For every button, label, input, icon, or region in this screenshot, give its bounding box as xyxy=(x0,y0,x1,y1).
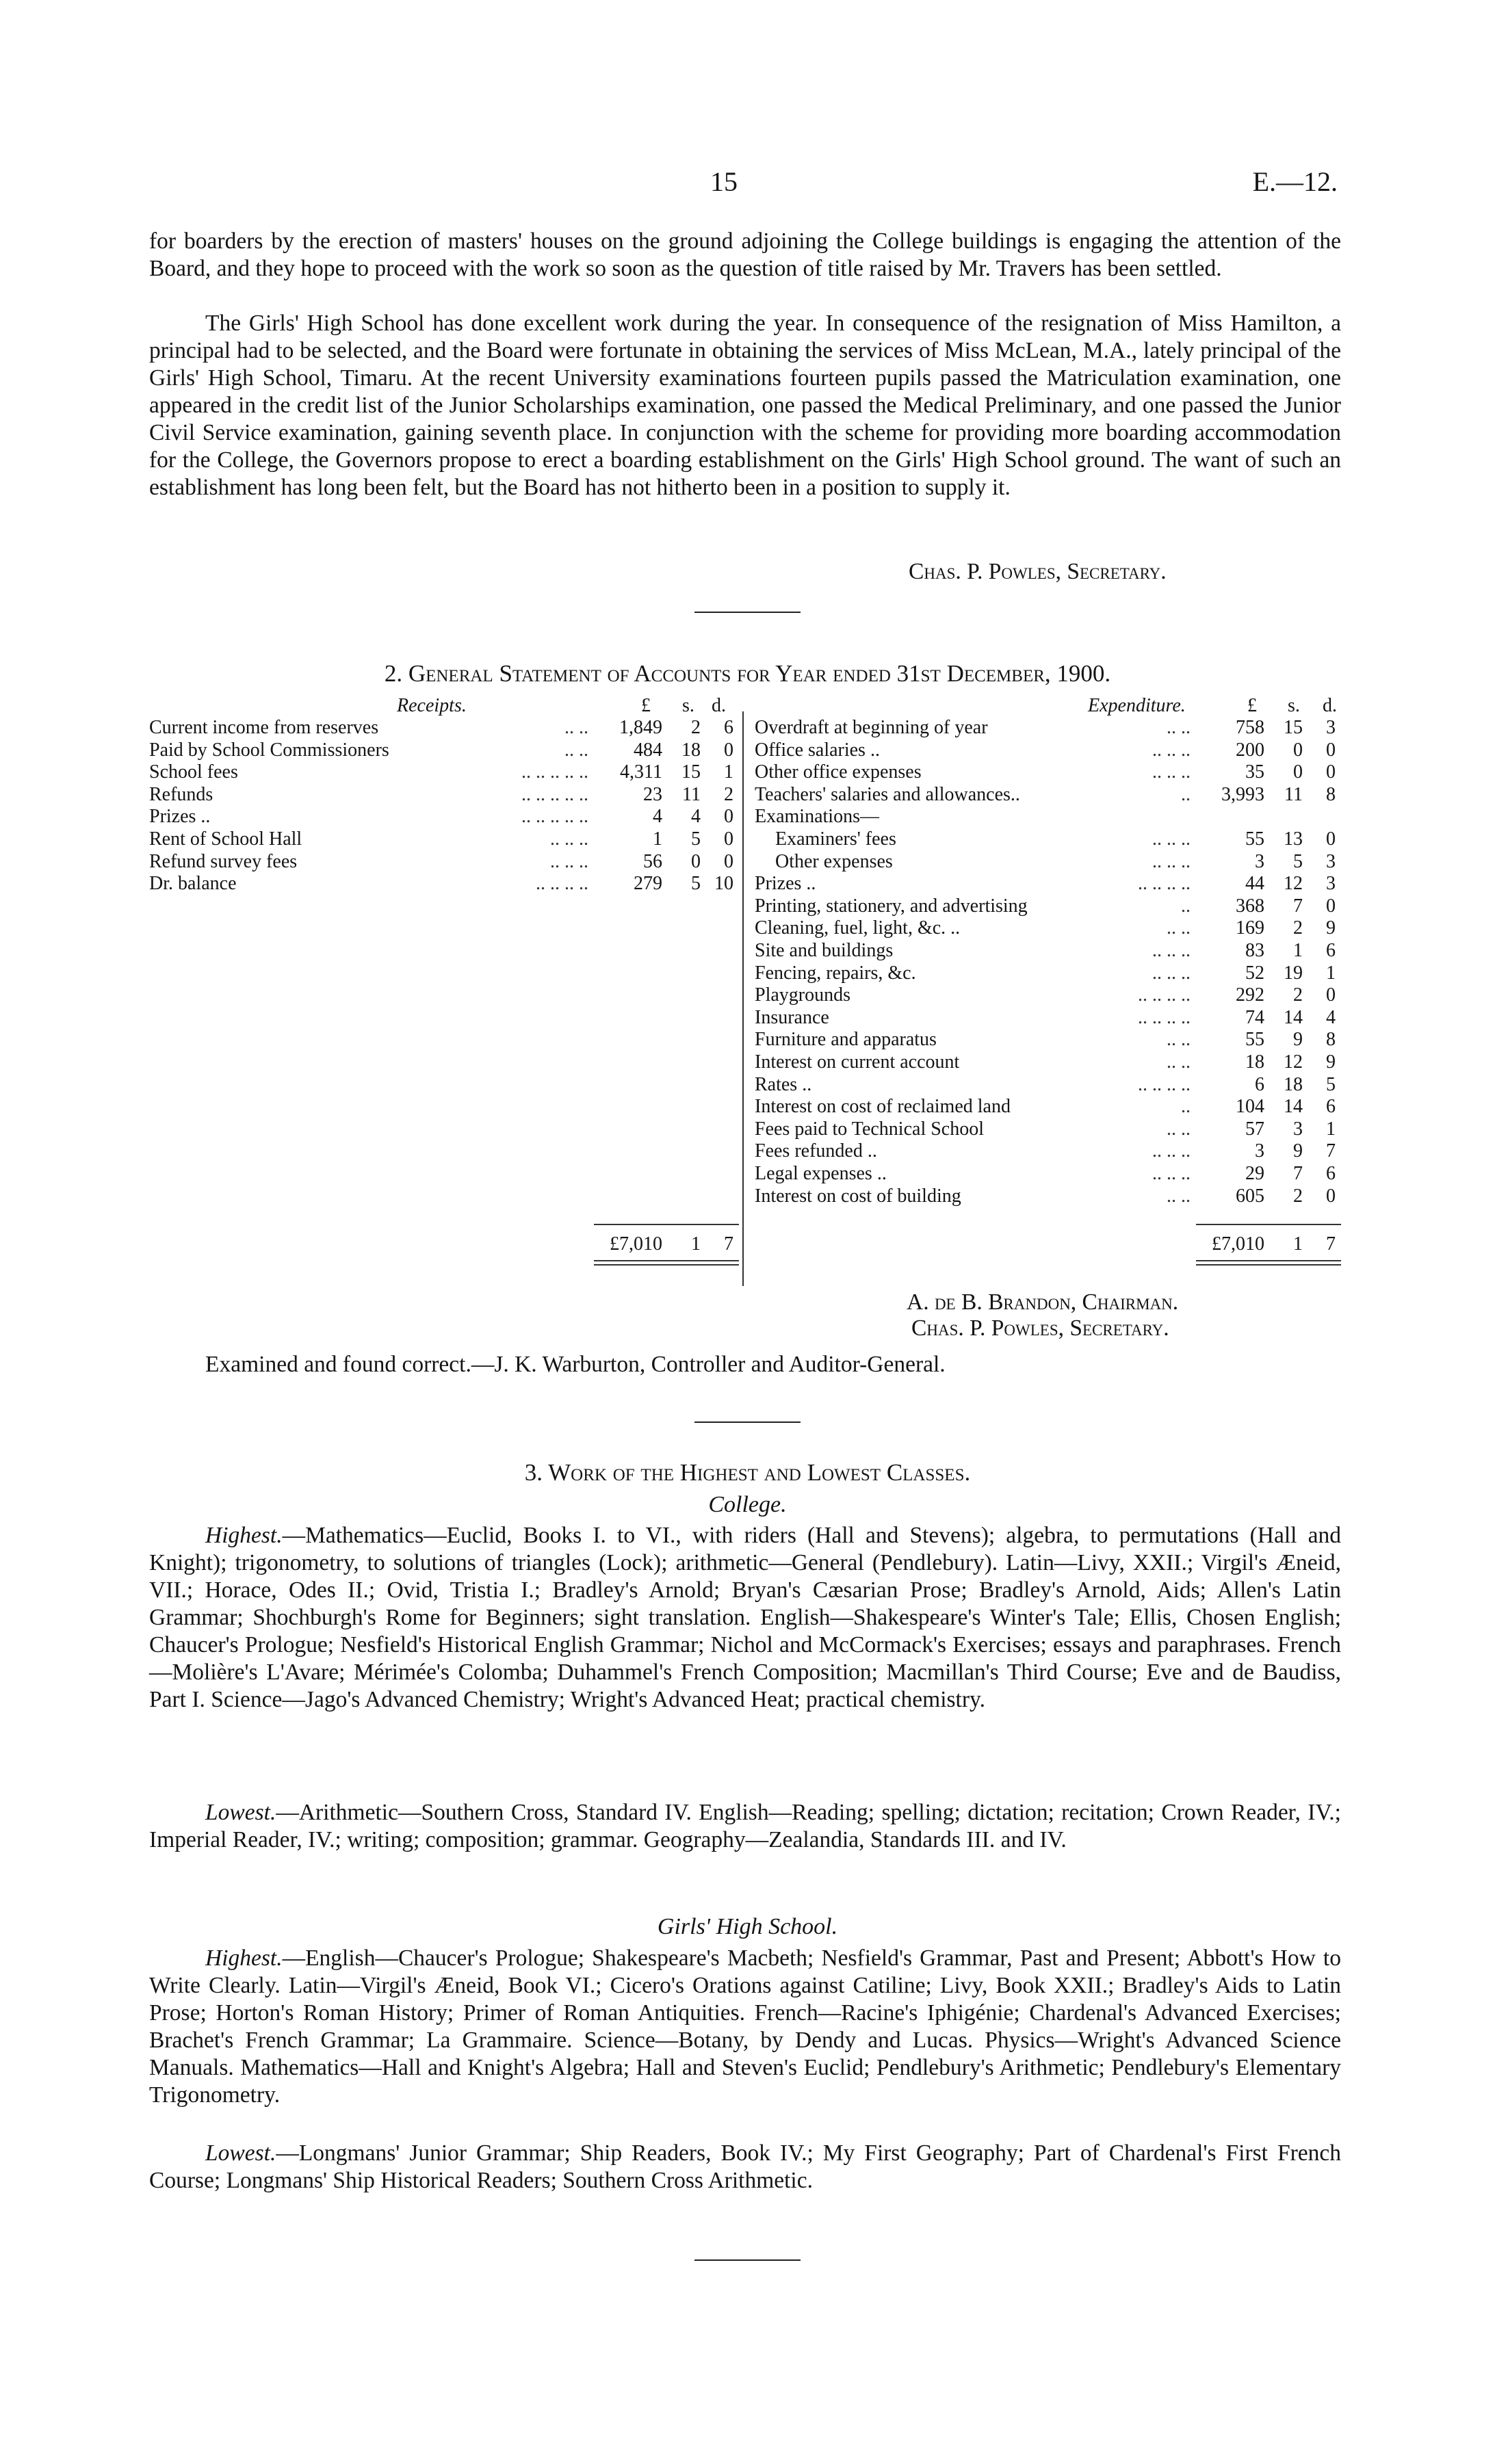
college-lowest-text: —Arithmetic—Southern Cross, Standard IV. English—Reading; spelling; dictation; recitation; Crown Reader, IV.; Imperial Reader, IV.; writing; composition; grammar. Geography—Zealandia, Standards III. and IV. xyxy=(149,1800,1341,1852)
expenditure-row xyxy=(755,1051,1341,1073)
receipt-label: Prizes .. xyxy=(149,806,211,828)
receipt-row xyxy=(149,851,739,873)
receipts-total-pence: 7 xyxy=(724,1233,733,1255)
expenditure-label: Interest on current account xyxy=(755,1051,960,1073)
receipts-shilling-header: s. xyxy=(682,695,694,716)
expenditure-label: Fees paid to Technical School xyxy=(755,1118,985,1140)
receipt-leader-dots: .. .. .. .. .. xyxy=(521,806,588,828)
receipt-row xyxy=(149,806,739,828)
expenditure-leader-dots: .. .. .. xyxy=(1152,739,1191,761)
expenditure-leader-dots: .. .. .. xyxy=(1152,828,1191,850)
receipt-leader-dots: .. .. xyxy=(564,739,588,761)
expenditure-row xyxy=(755,784,1341,806)
expenditure-pence: 1 xyxy=(1326,1118,1336,1140)
expenditure-leader-dots: .. xyxy=(1181,783,1191,805)
expenditure-leader-dots: .. .. .. .. xyxy=(1138,1006,1191,1028)
girls-lowest-text: —Longmans' Junior Grammar; Ship Readers, Book IV.; My First Geography; Part of Chardenal's First French Course; Longmans' Ship Historical Readers; Southern Cross Arithmetic. xyxy=(149,2140,1341,2193)
expenditure-label: Interest on cost of reclaimed land xyxy=(755,1096,1011,1118)
expenditure-pounds: 44 xyxy=(1245,873,1264,895)
receipt-pence: 10 xyxy=(714,873,733,895)
expenditure-leader-dots: .. .. xyxy=(1167,1118,1191,1140)
expenditure-pence: 9 xyxy=(1326,1051,1336,1073)
expenditure-pounds: 29 xyxy=(1245,1163,1264,1184)
expenditure-pounds: 605 xyxy=(1236,1185,1264,1207)
expenditure-pence-header: d. xyxy=(1323,695,1337,716)
expenditure-row xyxy=(755,1007,1341,1029)
expenditure-row xyxy=(755,1185,1341,1207)
expenditure-pounds: 52 xyxy=(1245,962,1264,984)
expenditure-pounds: 169 xyxy=(1236,917,1264,939)
receipt-row xyxy=(149,828,739,850)
expenditure-pounds: 18 xyxy=(1245,1051,1264,1073)
receipt-pounds: 4 xyxy=(653,806,662,828)
expenditure-row xyxy=(755,806,1341,828)
expenditure-label: Playgrounds xyxy=(755,984,850,1006)
accounts-title: 2. General Statement of Accounts for Year ended 31st December, 1900. xyxy=(384,660,1111,687)
expenditure-row xyxy=(755,1140,1341,1162)
expenditure-pounds: 368 xyxy=(1236,895,1264,917)
expenditure-total xyxy=(1191,1233,1341,1255)
expenditure-shillings: 2 xyxy=(1293,984,1303,1006)
college-highest-label: Highest. xyxy=(205,1523,283,1548)
expenditure-shillings: 7 xyxy=(1293,895,1303,917)
receipt-leader-dots: .. .. .. .. .. xyxy=(521,783,588,805)
expenditure-pence: 0 xyxy=(1326,895,1336,917)
receipt-pounds: 1,849 xyxy=(619,717,662,738)
college-highest-paragraph xyxy=(149,1522,1341,1714)
expenditure-leader-dots: .. .. xyxy=(1167,1185,1191,1207)
expenditure-pound-header: £ xyxy=(1247,695,1257,716)
expenditure-pounds: 74 xyxy=(1245,1006,1264,1028)
expenditure-pounds: 200 xyxy=(1236,739,1264,761)
audit-statement: Examined and found correct.—J. K. Warburton, Controller and Auditor-General. xyxy=(205,1352,946,1377)
receipt-label: Refunds xyxy=(149,783,213,805)
expenditure-pence: 3 xyxy=(1326,850,1336,872)
expenditure-row xyxy=(755,873,1341,895)
receipts-total-shillings: 1 xyxy=(691,1233,701,1255)
expenditure-leader-dots: .. .. .. xyxy=(1152,940,1191,961)
receipt-label: Dr. balance xyxy=(149,873,237,895)
expenditure-pence: 7 xyxy=(1326,1140,1336,1162)
college-highest-text: —Mathematics—Euclid, Books I. to VI., with riders (Hall and Stevens); algebra, to permutations (Hall and Knight); trigonometry, to solutions of triangles (Lock); arithmetic—General (Pendlebury). Latin—Livy, XXII.; Virgil's Æneid, VII.; Horace, Odes II.; Ovid, Tristia I.; Bradley's Arnold; Bryan's Cæsarian Prose; Bradley's Arnold, Aids; Allen's Latin Grammar; Shochburgh's Rome for Beginners; sight translation. English—Shakespeare's Winter's Tale; Ellis, Chosen English; Chaucer's Prologue; Nesfield's Historical English Grammar; Nichol and McCormack's Exercises; essays and paraphrases. French—Molière's L'Avare; Mérimée's Colomba; Duhammel's French Composition; Macmillan's Third Course; Eve and de Baudiss, Part I. Science—Jago's Advanced Chemistry; Wright's Advanced Heat; practical chemistry. xyxy=(149,1523,1341,1712)
expenditure-shilling-header: s. xyxy=(1288,695,1300,716)
receipt-leader-dots: .. .. .. xyxy=(550,828,588,850)
document-reference: E.—12. xyxy=(1252,166,1338,197)
expenditure-row xyxy=(755,1118,1341,1140)
receipt-shillings: 18 xyxy=(681,739,701,761)
expenditure-label: Other expenses xyxy=(775,850,893,872)
expenditure-row xyxy=(755,895,1341,917)
girls-highest-paragraph xyxy=(149,1945,1341,2109)
college-lowest-paragraph xyxy=(149,1799,1341,1854)
expenditure-pounds: 83 xyxy=(1245,940,1264,961)
expenditure-label: Prizes .. xyxy=(755,873,816,895)
expenditure-pence: 9 xyxy=(1326,917,1336,939)
receipt-row xyxy=(149,784,739,806)
expenditure-shillings: 9 xyxy=(1293,1140,1303,1162)
expenditure-pounds: 3 xyxy=(1255,850,1264,872)
expenditure-pence: 0 xyxy=(1326,761,1336,783)
receipt-pence: 0 xyxy=(724,806,733,828)
expenditure-total-rule xyxy=(1196,1224,1341,1225)
receipt-label: Rent of School Hall xyxy=(149,828,302,850)
expenditure-label: Site and buildings xyxy=(755,940,894,961)
expenditure-pence: 0 xyxy=(1326,828,1336,850)
column-divider xyxy=(742,711,744,1286)
receipts-total-pounds: £7,010 xyxy=(610,1233,662,1255)
expenditure-pence: 5 xyxy=(1326,1073,1336,1095)
expenditure-label: Fencing, repairs, &c. xyxy=(755,962,916,984)
expenditure-pence: 8 xyxy=(1326,1029,1336,1051)
expenditure-label: Examiners' fees xyxy=(775,828,896,850)
expenditure-leader-dots: .. .. xyxy=(1167,717,1191,738)
receipt-leader-dots: .. .. .. .. xyxy=(536,873,588,895)
expenditure-row xyxy=(755,828,1341,850)
receipt-pence: 0 xyxy=(724,828,733,850)
expenditure-row xyxy=(755,940,1341,962)
expenditure-label: Furniture and apparatus xyxy=(755,1029,937,1051)
receipt-shillings: 0 xyxy=(691,850,701,872)
page-number: 15 xyxy=(710,166,738,197)
expenditure-pounds: 292 xyxy=(1236,984,1264,1006)
expenditure-shillings: 19 xyxy=(1284,962,1303,984)
expenditure-shillings: 7 xyxy=(1293,1163,1303,1184)
expenditure-shillings: 14 xyxy=(1284,1006,1303,1028)
receipts-pence-header: d. xyxy=(712,695,726,716)
expenditure-row xyxy=(755,851,1341,873)
expenditure-pence: 6 xyxy=(1326,1163,1336,1184)
secretary-signature: Chas. P. Powles, Secretary. xyxy=(911,1315,1169,1341)
intro-paragraph-2: The Girls' High School has done excellent work during the year. In consequence of the resignation of Miss Hamilton, a principal had to be selected, and the Board were fortunate in obtaining the services of Miss McLean, M.A., lately principal of the Girls' High School, Timaru. At the recent University examinations fourteen pupils passed the Matriculation examination, one appeared in the credit list of the Junior Scholarships examination, one passed the Medical Preliminary, and one passed the Junior Civil Service examination, gaining seventh place. In conjunction with the scheme for providing more boarding accommodation for the College, the Governors propose to erect a boarding establishment on the Girls' High School ground. The want of such an establishment has long been felt, but the Board has not hitherto been in a position to supply it. xyxy=(149,311,1341,500)
expenditure-row xyxy=(755,739,1341,761)
expenditure-label: Interest on cost of building xyxy=(755,1185,961,1207)
receipt-leader-dots: .. .. .. xyxy=(550,850,588,872)
receipt-row xyxy=(149,761,739,783)
receipt-pence: 2 xyxy=(724,783,733,805)
receipt-row xyxy=(149,739,739,761)
receipts-total xyxy=(588,1233,739,1255)
intro-signature: Chas. P. Powles, Secretary. xyxy=(909,559,1167,584)
chairman-signature: A. de B. Brandon, Chairman. xyxy=(907,1289,1179,1315)
receipt-shillings: 2 xyxy=(691,717,701,738)
expenditure-label: Examinations— xyxy=(755,806,879,828)
girls-lowest-label: Lowest. xyxy=(205,2140,276,2166)
expenditure-leader-dots: .. .. .. xyxy=(1152,761,1191,783)
expenditure-shillings: 3 xyxy=(1293,1118,1303,1140)
receipt-pounds: 484 xyxy=(634,739,662,761)
expenditure-pence: 3 xyxy=(1326,717,1336,738)
expenditure-shillings: 0 xyxy=(1293,761,1303,783)
expenditure-row xyxy=(755,1096,1341,1118)
expenditure-pence: 3 xyxy=(1326,873,1336,895)
receipt-pounds: 56 xyxy=(643,850,662,872)
expenditure-pence: 1 xyxy=(1326,962,1336,984)
receipt-shillings: 5 xyxy=(691,828,701,850)
expenditure-label: Rates .. xyxy=(755,1073,812,1095)
expenditure-double-rule xyxy=(1196,1260,1341,1266)
receipt-pounds: 279 xyxy=(634,873,662,895)
receipts-total-rule xyxy=(594,1224,739,1225)
expenditure-leader-dots: .. .. .. xyxy=(1152,962,1191,984)
expenditure-pounds: 104 xyxy=(1236,1096,1264,1118)
college-lowest-label: Lowest. xyxy=(205,1800,276,1825)
receipt-row xyxy=(149,873,739,895)
receipt-label: Refund survey fees xyxy=(149,850,298,872)
receipt-shillings: 5 xyxy=(691,873,701,895)
expenditure-row xyxy=(755,1163,1341,1185)
receipt-pounds: 1 xyxy=(653,828,662,850)
expenditure-shillings: 13 xyxy=(1284,828,1303,850)
receipt-label: School fees xyxy=(149,761,238,783)
receipt-pounds: 4,311 xyxy=(620,761,662,783)
expenditure-pounds: 6 xyxy=(1255,1073,1264,1095)
expenditure-label: Teachers' salaries and allowances.. xyxy=(755,783,1020,805)
college-heading: College. xyxy=(708,1492,787,1517)
expenditure-shillings: 11 xyxy=(1284,783,1303,805)
expenditure-pounds: 57 xyxy=(1245,1118,1264,1140)
expenditure-total-pounds: £7,010 xyxy=(1212,1233,1264,1255)
intro-paragraph-1: for boarders by the erection of masters' houses on the ground adjoining the College buildings is engaging the attention of the Board, and they hope to proceed with the work so soon as the question of title raised by Mr. Travers has been settled. xyxy=(149,228,1341,281)
receipt-pence: 1 xyxy=(724,761,733,783)
receipts-pound-header: £ xyxy=(641,695,651,716)
girls-highest-text: —English—Chaucer's Prologue; Shakespeare's Macbeth; Nesfield's Grammar, Past and Present; Abbott's How to Write Clearly. Latin—Virgil's Æneid, Book VI.; Cicero's Orations against Catiline; Livy, Book XXII.; Bradley's Aids to Latin Prose; Horton's Roman History; Primer of Roman Antiquities. French—Racine's Iphigénie; Chardenal's Advanced Exercises; Brachet's French Grammar; La Grammaire. Science—Botany, by Dendy and Lucas. Physics—Wright's Advanced Science Manuals. Mathematics—Hall and Knight's Algebra; Hall and Steven's Euclid; Pendlebury's Arithmetic; Pendlebury's Elementary Trigonometry. xyxy=(149,1945,1341,2108)
expenditure-pounds: 35 xyxy=(1245,761,1264,783)
receipts-double-rule xyxy=(594,1260,739,1266)
receipt-pence: 0 xyxy=(724,850,733,872)
expenditure-leader-dots: .. xyxy=(1181,1096,1191,1118)
expenditure-label: Overdraft at beginning of year xyxy=(755,717,988,738)
expenditure-header: Expenditure. xyxy=(1088,695,1186,716)
expenditure-pounds: 3 xyxy=(1255,1140,1264,1162)
expenditure-leader-dots: .. xyxy=(1181,895,1191,917)
section-divider xyxy=(694,2259,801,2261)
expenditure-label: Other office expenses xyxy=(755,761,922,783)
expenditure-pence: 8 xyxy=(1326,783,1336,805)
expenditure-shillings: 12 xyxy=(1284,873,1303,895)
expenditure-leader-dots: .. .. .. xyxy=(1152,850,1191,872)
expenditure-leader-dots: .. .. xyxy=(1167,917,1191,939)
receipt-leader-dots: .. .. .. .. .. xyxy=(521,761,588,783)
expenditure-label: Cleaning, fuel, light, &c. .. xyxy=(755,917,961,939)
expenditure-row xyxy=(755,717,1341,739)
expenditure-shillings: 9 xyxy=(1293,1029,1303,1051)
expenditure-leader-dots: .. .. xyxy=(1167,1029,1191,1051)
receipt-pence: 0 xyxy=(724,739,733,761)
expenditure-row xyxy=(755,962,1341,984)
expenditure-leader-dots: .. .. .. .. xyxy=(1138,984,1191,1006)
expenditure-pence: 0 xyxy=(1326,1185,1336,1207)
expenditure-shillings: 2 xyxy=(1293,917,1303,939)
receipt-label: Current income from reserves xyxy=(149,717,379,738)
expenditure-leader-dots: .. .. xyxy=(1167,1051,1191,1073)
girls-lowest-paragraph xyxy=(149,2140,1341,2194)
expenditure-label: Office salaries .. xyxy=(755,739,880,761)
expenditure-row xyxy=(755,761,1341,783)
expenditure-pounds: 3,993 xyxy=(1221,783,1264,805)
receipt-shillings: 4 xyxy=(691,806,701,828)
expenditure-leader-dots: .. .. .. .. xyxy=(1138,873,1191,895)
expenditure-shillings: 12 xyxy=(1284,1051,1303,1073)
expenditure-pounds: 55 xyxy=(1245,828,1264,850)
expenditure-pounds: 55 xyxy=(1245,1029,1264,1051)
expenditure-label: Printing, stationery, and advertising xyxy=(755,895,1028,917)
expenditure-pence: 6 xyxy=(1326,940,1336,961)
expenditure-pounds: 758 xyxy=(1236,717,1264,738)
expenditure-pence: 6 xyxy=(1326,1096,1336,1118)
expenditure-pence: 0 xyxy=(1326,984,1336,1006)
expenditure-pence: 4 xyxy=(1326,1006,1336,1028)
expenditure-total-shillings: 1 xyxy=(1293,1233,1303,1255)
expenditure-shillings: 0 xyxy=(1293,739,1303,761)
expenditure-label: Legal expenses .. xyxy=(755,1163,887,1184)
receipt-pence: 6 xyxy=(724,717,733,738)
expenditure-label: Insurance xyxy=(755,1006,829,1028)
expenditure-row xyxy=(755,984,1341,1006)
section-divider xyxy=(694,1421,801,1423)
expenditure-leader-dots: .. .. .. xyxy=(1152,1140,1191,1162)
expenditure-row xyxy=(755,1029,1341,1051)
receipt-leader-dots: .. .. xyxy=(564,717,588,738)
expenditure-leader-dots: .. .. .. xyxy=(1152,1163,1191,1184)
expenditure-shillings: 18 xyxy=(1284,1073,1303,1095)
work-title: 3. Work of the Highest and Lowest Classes. xyxy=(524,1459,971,1486)
receipt-shillings: 11 xyxy=(682,783,701,805)
expenditure-shillings: 5 xyxy=(1293,850,1303,872)
receipts-header: Receipts. xyxy=(397,695,467,716)
receipt-label: Paid by School Commissioners xyxy=(149,739,389,761)
expenditure-label: Fees refunded .. xyxy=(755,1140,877,1162)
expenditure-shillings: 14 xyxy=(1284,1096,1303,1118)
girls-heading: Girls' High School. xyxy=(657,1914,838,1939)
expenditure-row xyxy=(755,917,1341,939)
receipt-shillings: 15 xyxy=(681,761,701,783)
expenditure-shillings: 1 xyxy=(1293,940,1303,961)
receipt-pounds: 23 xyxy=(643,783,662,805)
expenditure-leader-dots: .. .. .. .. xyxy=(1138,1073,1191,1095)
expenditure-shillings: 15 xyxy=(1284,717,1303,738)
expenditure-row xyxy=(755,1074,1341,1096)
expenditure-shillings: 2 xyxy=(1293,1185,1303,1207)
expenditure-total-pence: 7 xyxy=(1326,1233,1336,1255)
girls-highest-label: Highest. xyxy=(205,1945,283,1971)
receipt-row xyxy=(149,717,739,739)
expenditure-pence: 0 xyxy=(1326,739,1336,761)
